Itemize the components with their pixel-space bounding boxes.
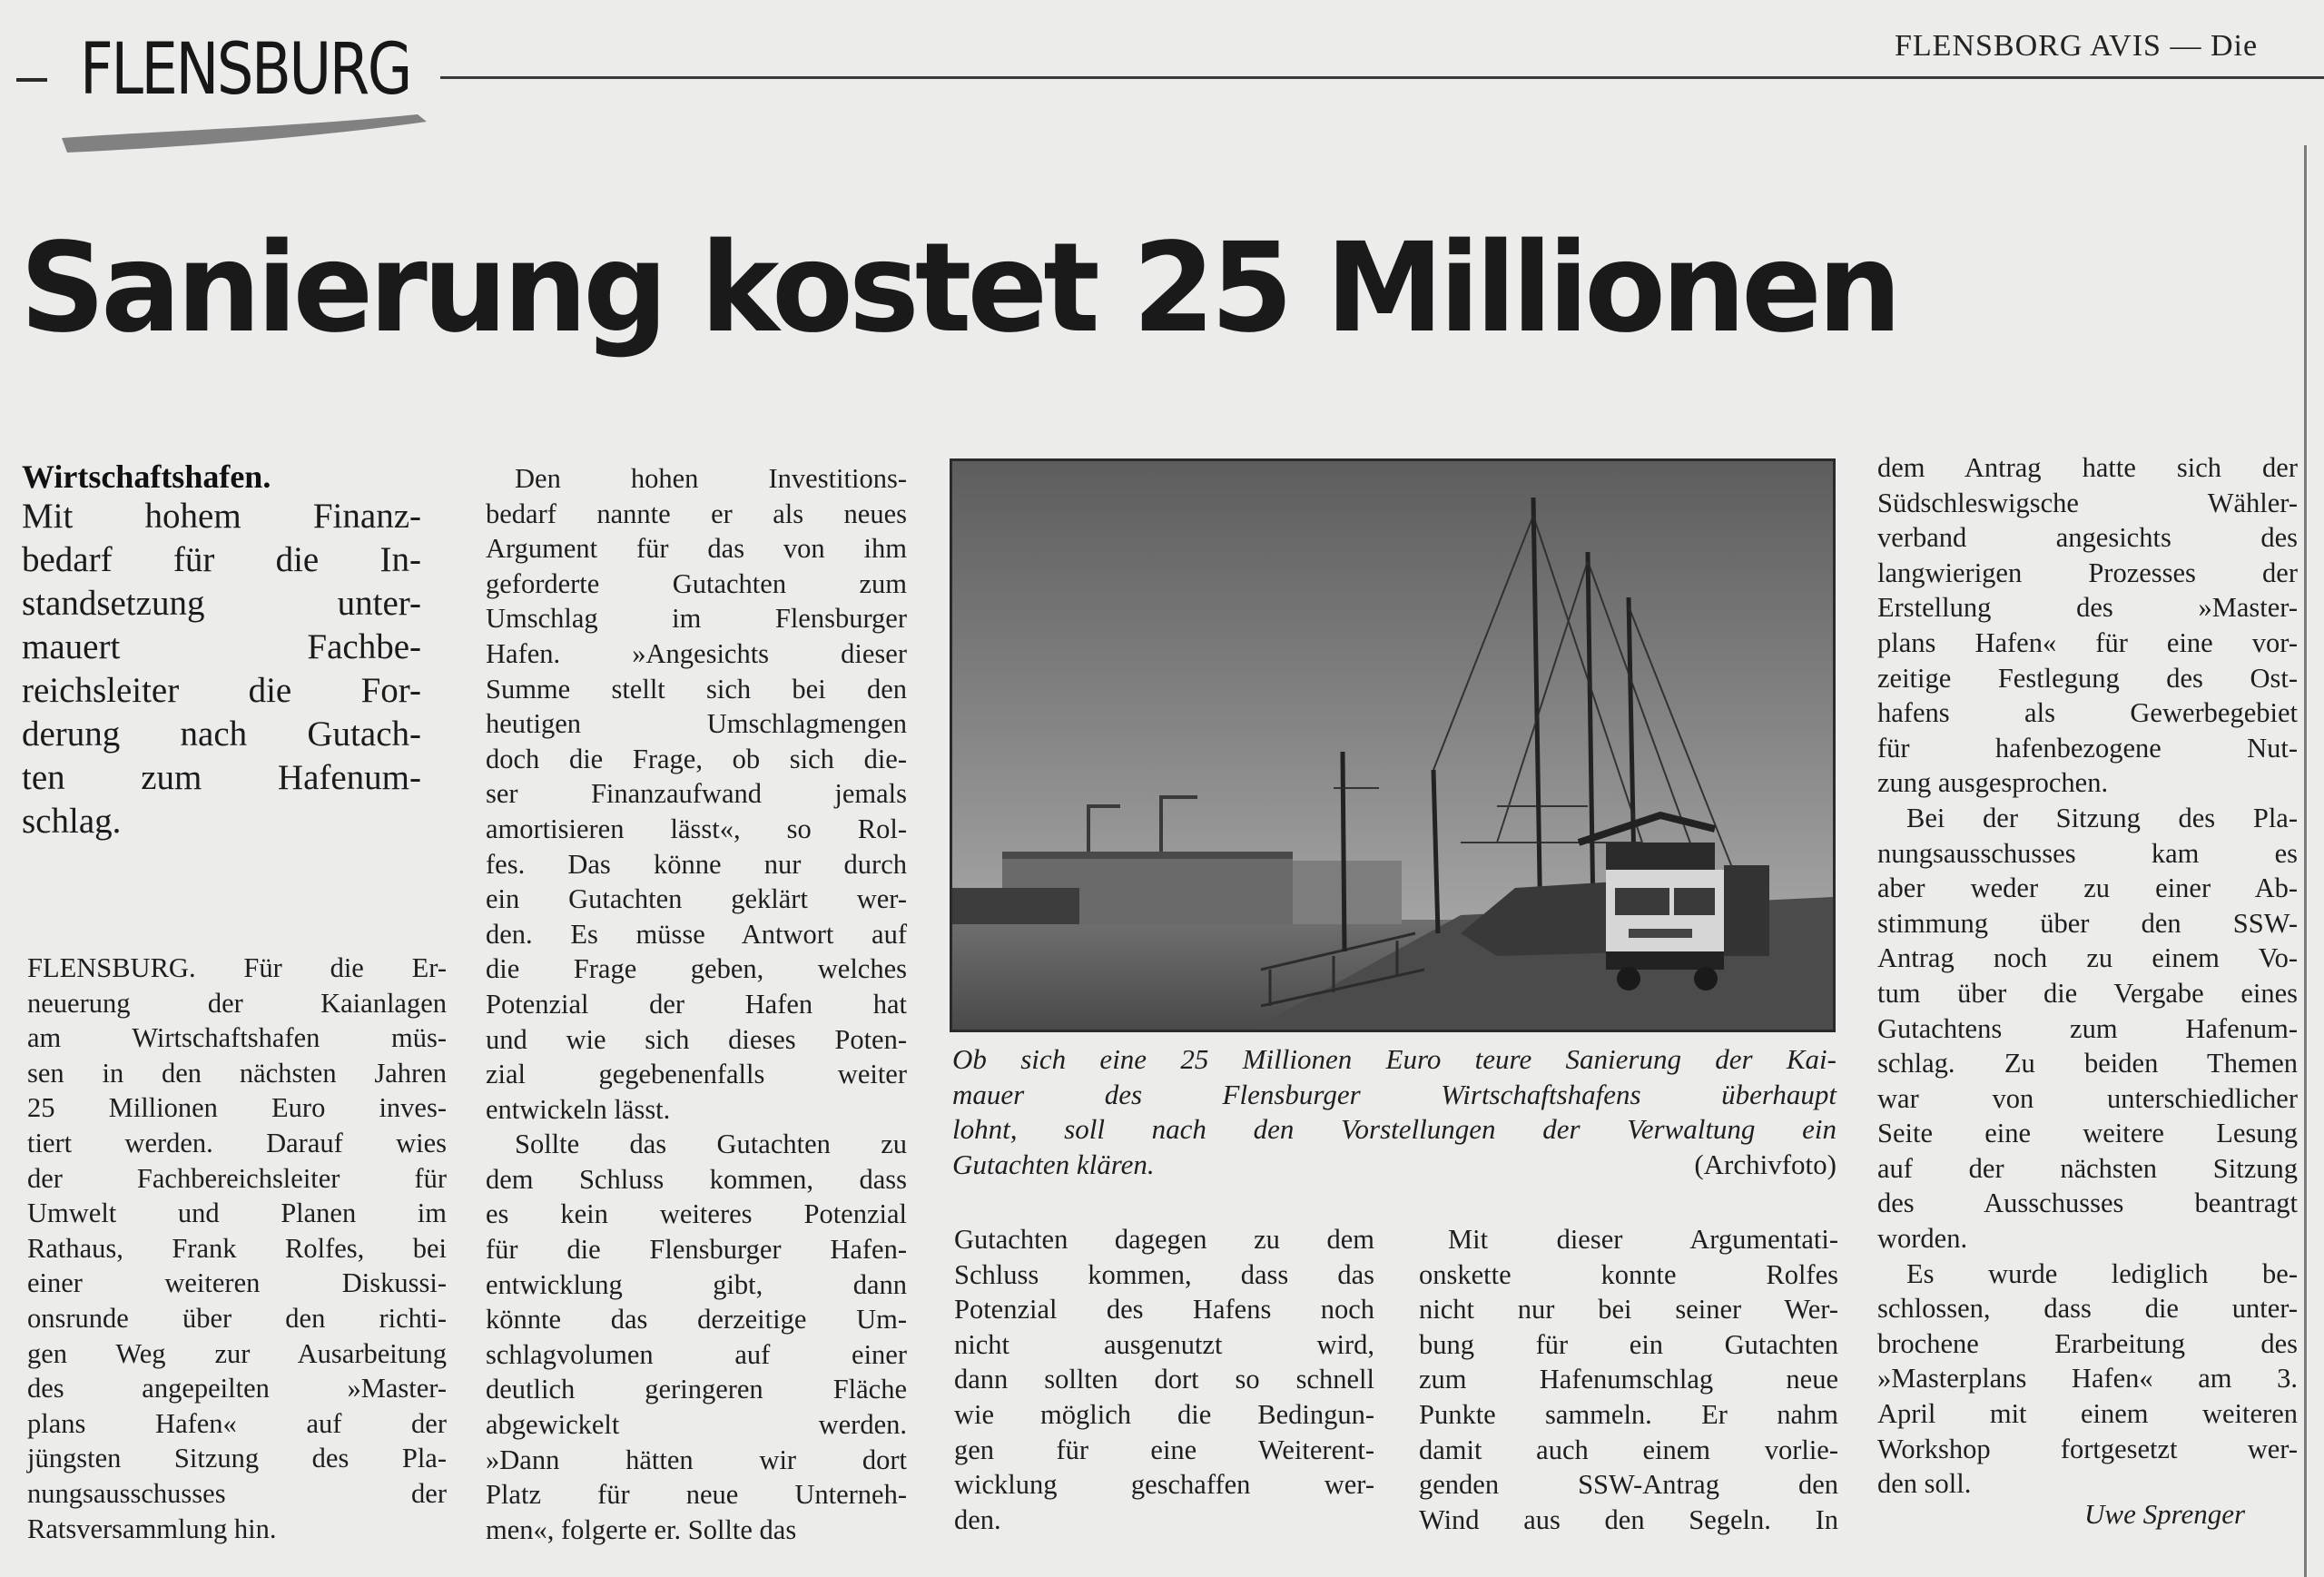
text-line: am Wirtschaftshafen müs- <box>27 1022 447 1054</box>
text-line: damit auch einem vorlie- <box>1419 1434 1838 1465</box>
text-line: Sollte das Gutachten zu <box>515 1129 907 1160</box>
text-line: doch die Frage, ob sich die- <box>486 743 907 774</box>
article-column-3 <box>954 1222 1374 1537</box>
text-line: Rathaus, Frank Rolfes, bei <box>27 1232 447 1264</box>
text-line: fes. Das könne nur durch <box>486 848 907 880</box>
text-line: schlagvolumen auf einer <box>486 1338 907 1370</box>
text-line: jüngsten Sitzung des Pla- <box>27 1443 447 1474</box>
text-line: langwierigen Prozesses der <box>1877 557 2298 588</box>
text-line: Es wurde lediglich be- <box>1906 1257 2298 1289</box>
text-line: Ratsversammlung hin. <box>27 1513 277 1544</box>
text-line: FLENSBURG. Für die Er- <box>27 952 447 983</box>
text-line: Antrag noch zu einem Vo- <box>1877 942 2298 974</box>
text-line: auf der nächsten Sitzung <box>1877 1152 2298 1184</box>
text-line: »Dann hätten wir dort <box>486 1444 907 1475</box>
text-line: abgewickelt werden. <box>486 1409 907 1441</box>
lead-text <box>22 495 421 843</box>
text-line: Workshop fortgesetzt wer- <box>1877 1433 2298 1464</box>
text-line: 25 Millionen Euro inves- <box>27 1092 447 1124</box>
text-line: den soll. <box>1877 1468 1972 1500</box>
text-line: Wind aus den Segeln. In <box>1419 1503 1838 1535</box>
text-line: war von unterschiedlicher <box>1877 1082 2298 1114</box>
text-line: genden SSW-Antrag den <box>1419 1469 1838 1501</box>
lead-line: ten zum Hafenum- <box>22 758 421 797</box>
text-line: Den hohen Investitions- <box>515 463 907 494</box>
lead-line: bedarf für die In- <box>22 540 421 579</box>
text-line: wie möglich die Bedingun- <box>954 1398 1374 1430</box>
text-line: Gutachten dagegen zu dem <box>954 1224 1374 1255</box>
text-line: der Fachbereichsleiter für <box>27 1162 447 1194</box>
text-line: des Ausschusses beantragt <box>1877 1188 2298 1219</box>
text-line: einer weiteren Diskussi- <box>27 1267 447 1299</box>
text-line: ser Finanzaufwand jemals <box>486 778 907 810</box>
lead-line: mauert Fachbe- <box>22 627 421 666</box>
text-line: nungsausschusses kam es <box>1877 837 2298 869</box>
text-line: Potenzial des Hafens noch <box>954 1294 1374 1326</box>
text-line: »Masterplans Hafen« am 3. <box>1877 1363 2298 1395</box>
text-line: Platz für neue Unterneh- <box>486 1479 907 1511</box>
text-line: entwickeln lässt. <box>486 1093 671 1125</box>
lead-line: Mit hohem Finanz- <box>22 497 421 536</box>
page-edge-rule <box>2304 145 2307 1577</box>
text-line: für die Flensburger Hafen- <box>486 1234 907 1266</box>
lead-line: reichsleiter die For- <box>22 671 421 710</box>
text-line: Schluss kommen, dass das <box>954 1258 1374 1290</box>
photo-caption <box>952 1042 1837 1182</box>
text-line: es kein weiteres Potenzial <box>486 1198 907 1230</box>
text-line: Südschleswigsche Wähler- <box>1877 487 2298 518</box>
text-line: deutlich geringeren Fläche <box>486 1374 907 1405</box>
lead-line: schlag. <box>22 802 122 841</box>
text-line: nicht nur bei seiner Wer- <box>1419 1294 1838 1326</box>
text-line: Hafen. »Angesichts dieser <box>486 637 907 669</box>
text-line: geforderte Gutachten zum <box>486 567 907 599</box>
text-line: Gutachtens zum Hafenum- <box>1877 1012 2298 1044</box>
article-column-4 <box>1419 1222 1838 1537</box>
article-column-1 <box>27 951 447 1546</box>
text-line: stimmung über den SSW- <box>1877 907 2298 939</box>
text-line: sen in den nächsten Jahren <box>27 1057 447 1089</box>
text-line: brochene Erarbeitung des <box>1877 1327 2298 1359</box>
caption-line: Gutachten klären. (Archivfoto) <box>952 1148 1837 1183</box>
section-dash <box>16 78 47 82</box>
text-line: des angepeilten »Master- <box>27 1373 447 1405</box>
text-line: hafens als Gewerbegebiet <box>1877 697 2298 729</box>
harbor-photo <box>950 458 1836 1032</box>
text-line: amortisieren lässt«, so Rol- <box>486 813 907 844</box>
text-line: zum Hafenumschlag neue <box>1419 1364 1838 1395</box>
text-line: Bei der Sitzung des Pla- <box>1906 802 2298 833</box>
lead-title: Wirtschaftshafen. <box>22 458 271 495</box>
article-headline: Sanierung kostet 25 Millionen <box>20 217 1898 360</box>
photo-credit: (Archivfoto) <box>1694 1148 1837 1180</box>
text-line: zial gegebenenfalls weiter <box>486 1059 907 1090</box>
text-line: gen Weg zur Ausarbeitung <box>27 1337 447 1369</box>
text-line: zung ausgesprochen. <box>1877 767 2109 799</box>
text-line: für hafenbezogene Nut- <box>1877 732 2298 764</box>
text-line: tum über die Vergabe eines <box>1877 977 2298 1009</box>
text-line: verband angesichts des <box>1877 522 2298 554</box>
text-line: dem Antrag hatte sich der <box>1877 452 2298 483</box>
text-line: neuerung der Kaianlagen <box>27 987 447 1019</box>
text-line: ein Gutachten geklärt wer- <box>486 883 907 915</box>
text-line: onsrunde über den richti- <box>27 1302 447 1334</box>
text-line: Seite eine weitere Lesung <box>1877 1118 2298 1149</box>
text-line: Mit dieser Argumentati- <box>1448 1224 1838 1255</box>
text-line: Summe stellt sich bei den <box>486 673 907 705</box>
text-line: dann sollten dort so schnell <box>954 1364 1374 1395</box>
text-line: bung für ein Gutachten <box>1419 1328 1838 1360</box>
text-line: plans Hafen« auf der <box>27 1407 447 1439</box>
section-label: FLENSBURG <box>80 29 410 111</box>
text-line: plans Hafen« für eine vor- <box>1877 626 2298 658</box>
text-line: den. <box>954 1503 1001 1535</box>
text-line: dem Schluss kommen, dass <box>486 1163 907 1195</box>
caption-line: Ob sich eine 25 Millionen Euro teure Sanierung der Kai- <box>952 1043 1837 1075</box>
text-line: bedarf nannte er als neues <box>486 498 907 529</box>
text-line: Potenzial der Hafen hat <box>486 988 907 1020</box>
text-line: nungsausschusses der <box>27 1477 447 1509</box>
text-line: wicklung geschaffen wer- <box>954 1469 1374 1501</box>
text-line: Erstellung des »Master- <box>1877 592 2298 624</box>
text-line: nicht ausgenutzt wird, <box>954 1328 1374 1360</box>
author-byline: Uwe Sprenger <box>2084 1498 2246 1530</box>
lead-line: standsetzung unter- <box>22 584 421 623</box>
newspaper-name: FLENSBORG AVIS — Die <box>1895 29 2259 63</box>
text-line: den. Es müsse Antwort auf <box>486 918 907 950</box>
text-line: onskette konnte Rolfes <box>1419 1258 1838 1290</box>
text-line: schlossen, dass die unter- <box>1877 1293 2298 1325</box>
article-lead <box>22 458 421 843</box>
caption-line: mauer des Flensburger Wirtschaftshafens überhaupt <box>952 1078 1837 1110</box>
text-line: heutigen Umschlagmengen <box>486 708 907 740</box>
text-line: und wie sich dieses Poten- <box>486 1023 907 1055</box>
article-column-2 <box>486 461 907 1547</box>
lead-line: derung nach Gutach- <box>22 715 421 754</box>
header-rule <box>440 76 2324 79</box>
text-line: Umschlag im Flensburger <box>486 603 907 635</box>
text-line: Argument für das von ihm <box>486 533 907 565</box>
text-line: die Frage geben, welches <box>486 953 907 985</box>
text-line: aber weder zu einer Ab- <box>1877 872 2298 904</box>
caption-line: lohnt, soll nach den Vorstellungen der Verwaltung ein <box>952 1113 1837 1145</box>
article-column-5 <box>1877 450 2298 1502</box>
text-line: entwicklung gibt, dann <box>486 1268 907 1300</box>
text-line: Umwelt und Planen im <box>27 1198 447 1229</box>
text-line: April mit einem weiteren <box>1877 1398 2298 1430</box>
text-line: schlag. Zu beiden Themen <box>1877 1048 2298 1079</box>
text-line: Punkte sammeln. Er nahm <box>1419 1398 1838 1430</box>
text-line: tiert werden. Darauf wies <box>27 1127 447 1158</box>
text-line: gen für eine Weiterent- <box>954 1434 1374 1465</box>
text-line: könnte das derzeitige Um- <box>486 1304 907 1336</box>
text-line: men«, folgerte er. Sollte das <box>486 1513 797 1545</box>
text-line: worden. <box>1877 1223 1968 1255</box>
text-line: zeitige Festlegung des Ost- <box>1877 662 2298 694</box>
